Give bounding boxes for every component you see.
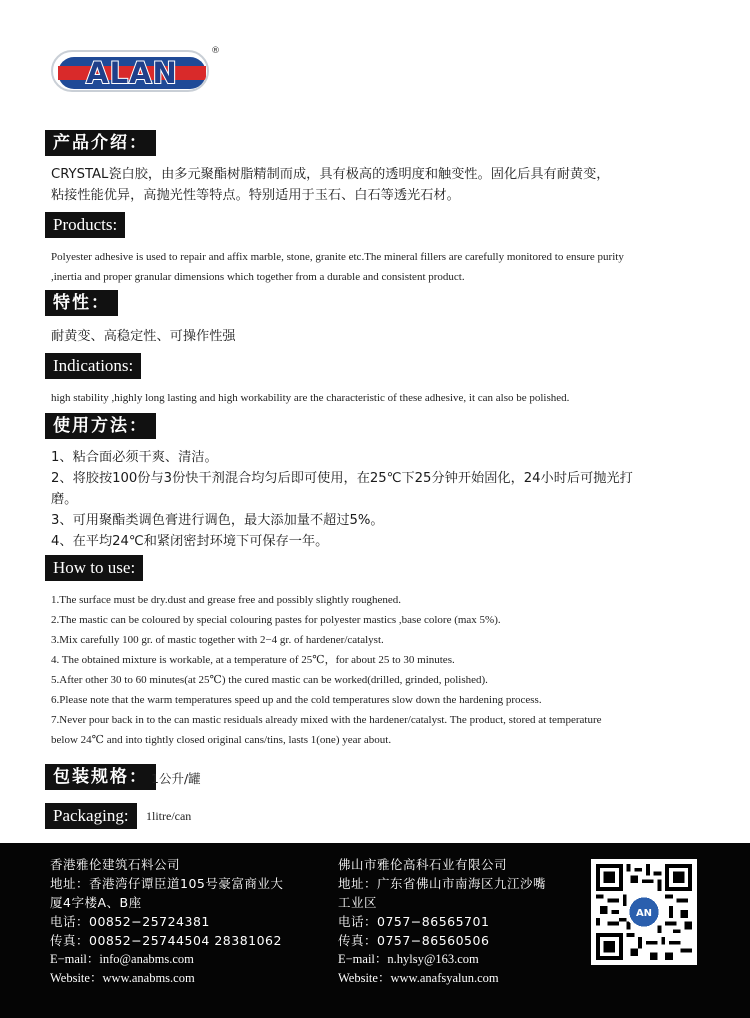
website-address: Website：www.anafsyalun.com	[338, 971, 499, 985]
email-address: E−mail：info@anabms.com	[50, 952, 194, 966]
address-line: 地址：香港湾仔谭臣道105号豪富商业大	[50, 876, 284, 891]
phone-number: 电话：00852−25724381	[50, 914, 210, 929]
usage-cn-line: 1、粘合面必须干爽、清洁。	[51, 450, 218, 465]
indications-text: high stability ,highly long lasting and high workability are the characteristic of these adhesive, it can also be polished.	[51, 392, 570, 404]
address-line: 工业区	[338, 895, 378, 910]
hk-company-contact	[50, 855, 283, 988]
usage-cn-line: 2、将胶按100份与3份快干剂混合均匀后即可使用，在25℃下25分钟开始固化，24小时后可抛光打	[51, 471, 633, 486]
intro-cn-line: 粘接性能优异，高抛光性等特点。特别适用于玉石、白石等透光石材。	[51, 188, 460, 203]
usage-cn-body	[51, 447, 711, 552]
email-address: E−mail：n.hylsy@163.com	[338, 952, 479, 966]
website-address: Website：www.anabms.com	[50, 971, 195, 985]
features-cn-heading: 特性：	[45, 290, 118, 316]
packaging-cn-heading: 包装规格：	[45, 764, 156, 790]
howto-line: 1.The surface must be dry.dust and grease free and possibly slightly roughened.	[51, 594, 401, 606]
howto-line: below 24℃ and into tightly closed original cans/tins, lasts 1(one) year about.	[51, 734, 392, 746]
foshan-company-contact	[338, 855, 546, 988]
phone-number: 电话：0757−86565701	[338, 914, 490, 929]
packaging-value: 1litre/can	[146, 809, 192, 823]
howto-line: 4. The obtained mixture is workable, at a temperature of 25℃，for about 25 to 30 minutes.	[51, 654, 455, 666]
intro-cn-line: CRYSTAL瓷白胶，由多元聚酯树脂精制而成，具有极高的透明度和触变性。固化后具有耐黄变，	[51, 167, 610, 182]
brand-logo	[51, 46, 220, 92]
address-line: 地址：广东省佛山市南海区九江沙嘴	[338, 876, 547, 891]
features-cn-text: 耐黄变、高稳定性、可操作性强	[51, 329, 236, 344]
company-name: 香港雅伦建筑石料公司	[50, 857, 181, 872]
products-line: ,inertia and proper granular dimensions which together from a durable and consistent product.	[51, 271, 465, 283]
intro-cn-body	[51, 164, 711, 206]
logo-text: ALAN	[86, 56, 178, 90]
registered-mark: ®	[211, 46, 220, 56]
svg-text:AN: AN	[635, 908, 653, 920]
products-heading: Products:	[45, 212, 125, 238]
intro-cn-heading: 产品介绍：	[45, 130, 156, 156]
fax-number: 传真：00852−25744504 28381062	[50, 933, 282, 948]
indications-heading: Indications:	[45, 353, 141, 379]
usage-cn-heading: 使用方法：	[45, 413, 156, 439]
products-line: Polyester adhesive is used to repair and affix marble, stone, granite etc.The mineral fillers are carefully monitored to ensure purity	[51, 251, 624, 263]
contact-footer	[0, 843, 750, 1018]
usage-cn-line: 3、可用聚酯类调色膏进行调色，最大添加量不超过5%。	[51, 513, 384, 528]
usage-cn-line: 磨。	[51, 492, 78, 507]
howto-line: 7.Never pour back in to the can mastic residuals already mixed with the hardener/catalyst. The product, stored at temperature	[51, 714, 602, 726]
packaging-cn-value: 1公升/罐	[151, 771, 201, 786]
qr-code-icon	[591, 859, 697, 965]
howto-line: 6.Please note that the warm temperatures speed up and the cold temperatures slow down the hardening process.	[51, 694, 542, 706]
howto-line: 2.The mastic can be coloured by special colouring pastes for polyester mastics ,base colore (max 5%).	[51, 614, 501, 626]
howto-body	[51, 590, 731, 750]
howto-line: 3.Mix carefully 100 gr. of mastic together with 2−4 gr. of hardener/catalyst.	[51, 634, 384, 646]
products-body	[51, 247, 731, 287]
company-name: 佛山市雅伦高科石业有限公司	[338, 857, 508, 872]
address-line: 厦4字楼A、B座	[50, 895, 142, 910]
howto-line: 5.After other 30 to 60 minutes(at 25℃) the cured mastic can be worked(drilled, grinded, polished).	[51, 674, 488, 686]
packaging-heading: Packaging:	[45, 803, 137, 829]
howto-heading: How to use:	[45, 555, 143, 581]
usage-cn-line: 4、在平均24℃和紧闭密封环境下可保存一年。	[51, 534, 329, 549]
fax-number: 传真：0757−86560506	[338, 933, 490, 948]
